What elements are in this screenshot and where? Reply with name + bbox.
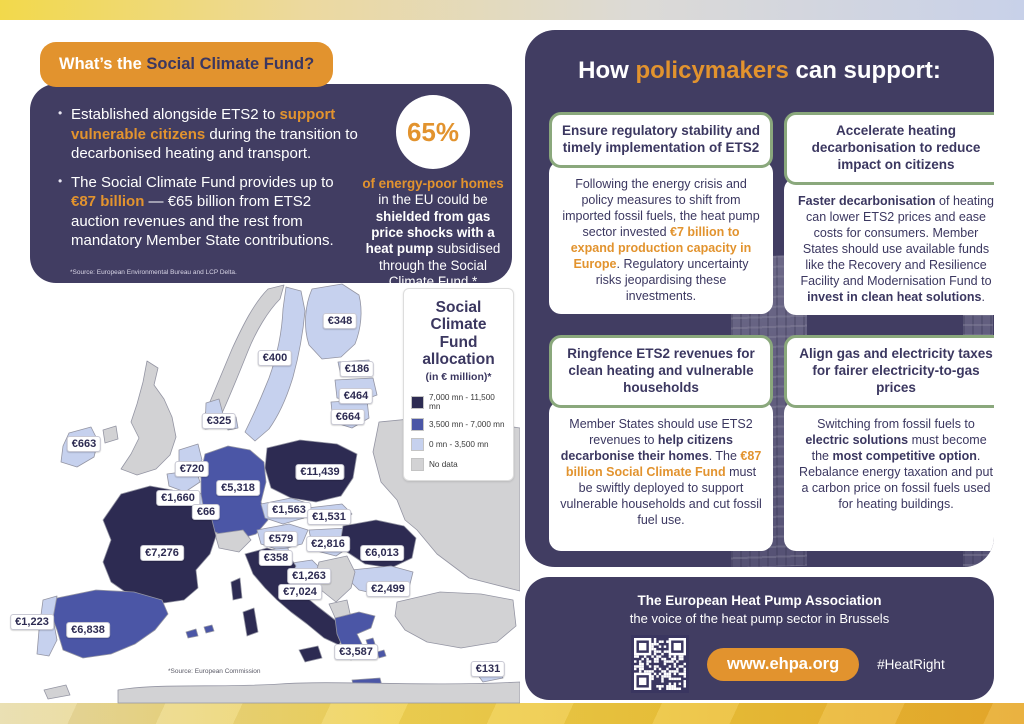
intro-panel (30, 84, 512, 290)
section-title-whats-scf (40, 42, 333, 87)
map-value-netherlands: €720 (175, 461, 209, 477)
policy-title-highlight: policymakers (635, 57, 789, 84)
policy-box-4-title: Align gas and electricity taxes for fairer electricity-to-gas prices (784, 335, 994, 408)
legend-item (411, 418, 506, 431)
policy-box-2 (784, 112, 994, 315)
policy-box-1 (549, 112, 773, 314)
stat-circle (396, 95, 470, 169)
legend-item (411, 438, 506, 451)
footer-tagline: the voice of the heat pump sector in Brussels (629, 611, 890, 626)
policy-box-1-body: Following the energy crisis and policy measures to shift from imported fossil fuels, the heat pump sector invested €7 billion to expand production capacity in Europe. Regulatory uncertainty risks jeopardising these investments. (549, 161, 773, 314)
map-value-slovakia: €1,531 (307, 509, 351, 525)
map-value-croatia: €1,263 (287, 568, 331, 584)
intro-footnote: *Source: European Environmental Bureau and LCP Delta. (70, 269, 237, 276)
legend-item (411, 458, 506, 471)
legend-item (411, 393, 506, 411)
policy-box-4 (784, 335, 994, 551)
footer-panel (525, 577, 994, 700)
stat-text: of energy-poor homes in the EU could be shielded from gas price shocks with a heat pump subsidised through the Social Climate Fund.* (362, 176, 504, 290)
map-value-sweden: €400 (258, 350, 292, 366)
bottom-gradient-bar (0, 703, 1024, 724)
legend-subtitle: (in € million)* (425, 371, 492, 384)
map-value-slovenia: €358 (259, 550, 293, 566)
policy-box-4-body: Switching from fossil fuels to electric solutions must become the most competitive option. Rebalance energy taxation and put a carbon price on fossil fuels used for heating buildings. (784, 401, 994, 551)
policy-panel (525, 30, 994, 567)
map-value-belgium: €1,660 (156, 490, 200, 506)
intro-bullet-list (58, 96, 360, 251)
map-value-bulgaria: €2,499 (366, 581, 410, 597)
policy-box-2-title: Accelerate heating decarbonisation to reduce impact on citizens (784, 112, 994, 185)
ribbon-highlight: Social Climate Fund? (146, 55, 315, 73)
hashtag-label: #HeatRight (877, 656, 945, 672)
footer-org-name: The European Heat Pump Association (637, 593, 882, 608)
ribbon-prefix: What’s the (59, 55, 147, 73)
map-value-austria: €579 (264, 531, 298, 547)
map-value-hungary: €2,816 (306, 536, 350, 552)
map-value-france: €7,276 (140, 545, 184, 561)
legend-swatch (411, 396, 424, 409)
map-value-italy: €7,024 (278, 584, 322, 600)
map-source-note: *Source: European Commission (168, 668, 261, 675)
legend-items (411, 393, 506, 471)
policy-title-prefix: How (578, 57, 636, 84)
legend-swatch (411, 458, 424, 471)
legend-title: Social Climate Fund allocation (422, 299, 495, 369)
legend-label: 7,000 mn - 11,500 mn (429, 393, 495, 412)
map-value-germany: €5,318 (216, 480, 260, 496)
policy-box-3 (549, 335, 773, 551)
legend-swatch (411, 438, 424, 451)
map-value-estonia: €186 (340, 361, 374, 377)
policy-box-3-body: Member States should use ETS2 revenues to help citizens decarbonise their homes. The €87 billion Social Climate Fund must be swiftly deployed to support vulnerable households and cut fossil fuel use. (549, 401, 773, 551)
legend-label: 0 mn - 3,500 mn (429, 440, 489, 450)
map-value-portugal: €1,223 (10, 614, 54, 630)
europe-map (0, 283, 520, 704)
top-gradient-bar (0, 0, 1024, 20)
stat-value: 65% (406, 116, 460, 147)
policy-panel-title (525, 30, 994, 85)
qr-code (631, 635, 689, 693)
map-legend (403, 288, 514, 481)
map-value-lithuania: €664 (331, 409, 365, 425)
legend-swatch (411, 418, 424, 431)
map-value-finland: €348 (323, 313, 357, 329)
map-value-greece: €3,587 (334, 644, 378, 660)
stat-column (358, 95, 508, 290)
legend-label: 3,500 mn - 7,000 mn (429, 420, 505, 430)
policy-box-1-title: Ensure regulatory stability and timely implementation of ETS2 (549, 112, 773, 168)
policy-title-suffix: can support: (788, 57, 941, 84)
policy-box-2-body: Faster decarbonisation of heating can lower ETS2 prices and ease costs for consumers. Member States should use available funds like the Recovery and Resilience Facility and Modernisation Fund to invest in clean heat solutions. (784, 178, 994, 315)
website-link[interactable]: www.ehpa.org (707, 648, 859, 681)
map-value-romania: €6,013 (360, 545, 404, 561)
intro-bullet-2: • The Social Climate Fund provides up to €87 billion — €65 billion from ETS2 auction revenues and the rest from mandatory Member State contributions. (58, 173, 360, 251)
map-value-spain: €6,838 (66, 622, 110, 638)
map-value-denmark: €325 (202, 413, 236, 429)
intro-bullet-1: • Established alongside ETS2 to support vulnerable citizens during the transition to decarbonised heating and transport. (58, 105, 360, 164)
map-value-poland: €11,439 (295, 464, 344, 480)
map-value-latvia: €464 (339, 388, 373, 404)
map-value-czechia: €1,563 (267, 502, 311, 518)
map-value-cyprus: €131 (471, 661, 505, 677)
map-value-ireland: €663 (67, 436, 101, 452)
policy-box-3-title: Ringfence ETS2 revenues for clean heating and vulnerable households (549, 335, 773, 408)
map-value-luxembourg: €66 (192, 504, 220, 520)
legend-label: No data (429, 460, 458, 470)
footer-row (525, 635, 994, 693)
